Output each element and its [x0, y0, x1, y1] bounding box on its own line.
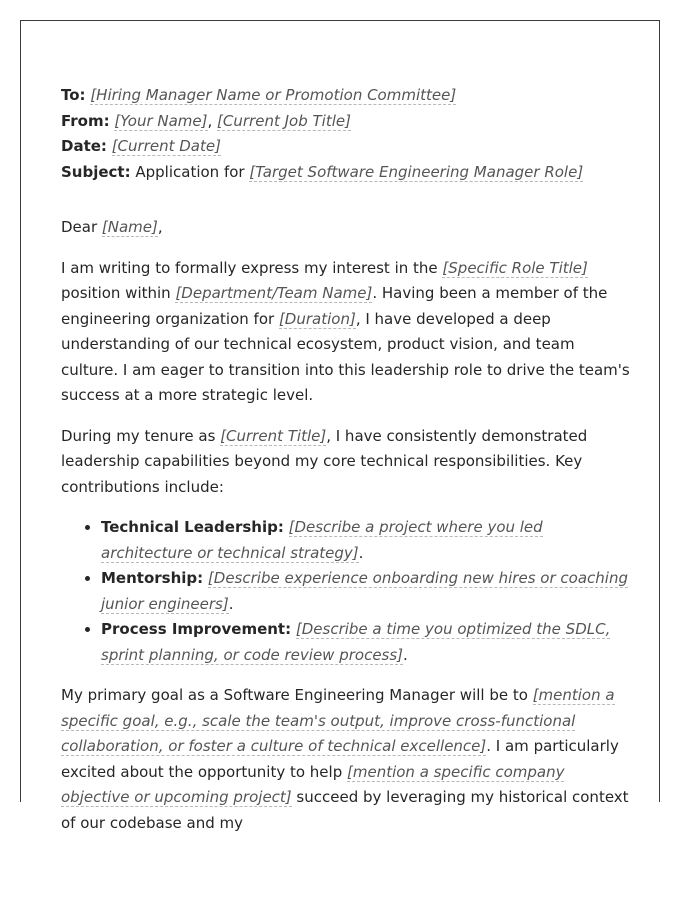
- contribution-end: .: [358, 543, 364, 562]
- paragraph-text: succeed by leveraging my historical context of our codebase and my: [61, 788, 629, 832]
- from-title-placeholder: [Current Job Title]: [217, 111, 351, 130]
- date-placeholder: [Current Date]: [111, 137, 221, 155]
- paragraph-text: , I have developed a deep understanding of our technical ecosystem, product vision, and team culture. I am eager to transition into this leadership role to drive the team's success at a more strategic level.: [61, 309, 630, 404]
- paragraph-intro: [61, 256, 631, 409]
- salutation-suffix: ,: [157, 218, 163, 236]
- contribution-end: .: [228, 594, 234, 613]
- department-placeholder: [Department/Team Name]: [175, 284, 373, 302]
- date-line: [61, 134, 631, 160]
- subject-prefix: Application for: [130, 162, 250, 181]
- paragraph-text: position within: [61, 284, 176, 302]
- paragraph-text: During my tenure as: [61, 426, 221, 445]
- date-label: Date:: [61, 137, 107, 155]
- from-separator: ,: [207, 111, 218, 130]
- contribution-label: Process Improvement:: [101, 620, 292, 638]
- paragraph-goal: [61, 683, 631, 836]
- to-label: To:: [61, 86, 86, 104]
- paragraph-text: My primary goal as a Software Engineering Manager will be to: [61, 686, 533, 704]
- list-item: [101, 515, 631, 566]
- letter-page: [20, 20, 660, 832]
- contribution-label: Mentorship:: [101, 569, 204, 587]
- from-line: [61, 109, 631, 135]
- contribution-placeholder: [Describe a project where you led architecture or technical strategy]: [101, 518, 543, 562]
- contribution-placeholder: [Describe a time you optimized the SDLC, sprint planning, or code review process]: [101, 620, 611, 664]
- duration-placeholder: [Duration]: [278, 309, 356, 328]
- to-placeholder: [Hiring Manager Name or Promotion Committee]: [90, 86, 457, 104]
- subject-label: Subject:: [61, 162, 131, 181]
- salutation-name-placeholder: [Name]: [101, 218, 158, 236]
- role-title-placeholder: [Specific Role Title]: [442, 258, 588, 277]
- contribution-placeholder: [Describe experience onboarding new hires or coaching junior engineers]: [101, 569, 628, 613]
- paragraph-tenure: [61, 424, 631, 501]
- paragraph-text: . Having been a member of the engineering organization for: [61, 284, 608, 328]
- subject-line: [61, 160, 631, 186]
- salutation: [61, 215, 631, 241]
- subject-placeholder: [Target Software Engineering Manager Role]: [249, 162, 584, 181]
- from-label: From:: [61, 111, 110, 130]
- contribution-end: .: [403, 645, 408, 664]
- contribution-label: Technical Leadership:: [101, 518, 284, 536]
- contributions-list: [61, 515, 631, 668]
- paragraph-text: I am writing to formally express my interest in the: [61, 258, 443, 277]
- list-item: [101, 617, 631, 668]
- paragraph-text: . I am particularly excited about the opportunity to help: [61, 737, 619, 781]
- current-title-placeholder: [Current Title]: [220, 426, 327, 445]
- letter-body: [61, 83, 631, 836]
- paragraph-text: , I have consistently demonstrated leadership capabilities beyond my core technical responsibilities. Key contributions include:: [61, 426, 588, 496]
- list-item: [101, 566, 631, 617]
- goal-placeholder: [mention a specific goal, e.g., scale the team's output, improve cross-functional collaboration, or foster a culture of technical excellence]: [61, 686, 615, 755]
- from-name-placeholder: [Your Name]: [114, 111, 208, 130]
- objective-placeholder: [mention a specific company objective or upcoming project]: [61, 762, 565, 806]
- salutation-prefix: Dear: [61, 218, 102, 236]
- to-line: [61, 83, 631, 109]
